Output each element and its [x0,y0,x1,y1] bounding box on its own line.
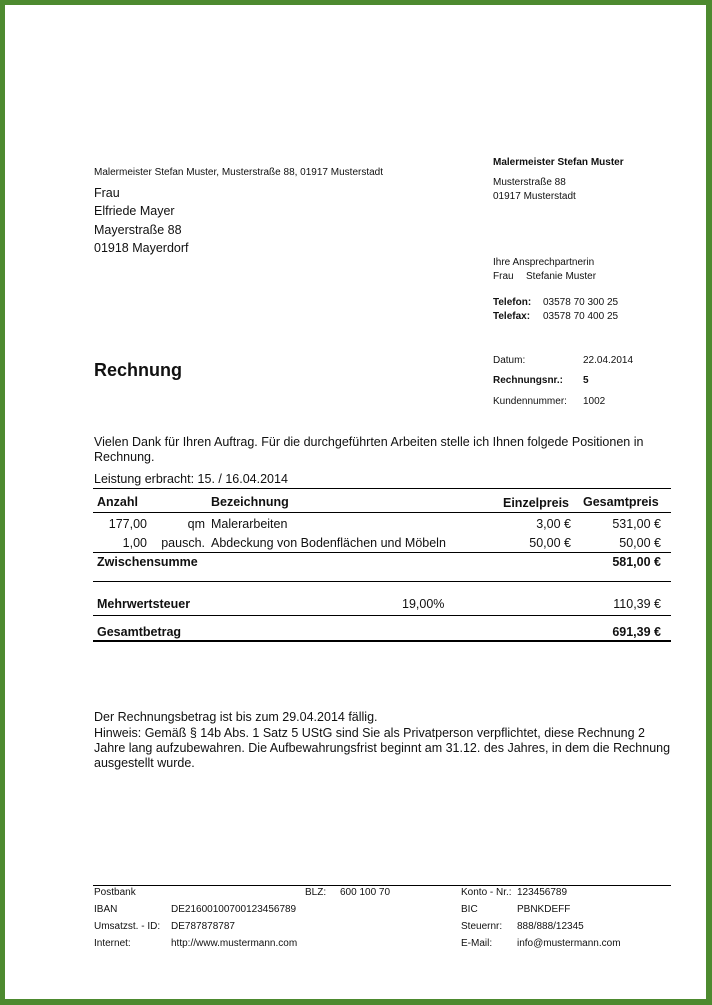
recipient-name: Elfriede Mayer [94,204,175,218]
due-note: Der Rechnungsbetrag ist bis zum 29.04.2014 fällig. [94,710,378,724]
footer-tax-no-label: Steuernr: [461,921,503,932]
row2-total: 50,00 € [619,536,661,550]
footer-web-label: Internet: [94,938,131,949]
date-label: Datum: [493,355,526,366]
total-bottom-rule [93,640,671,642]
footer-bank-name: Postbank [94,887,136,898]
header-qty: Anzahl [97,495,138,509]
footer-iban: DE21600100700123456789 [171,904,297,915]
footer-vat-id: DE787878787 [171,921,235,932]
table-top-rule [93,488,671,489]
footer-vat-id-label: Umsatzst. - ID: [94,921,161,932]
row1-qty: 177,00 [108,517,147,531]
intro-text: Vielen Dank für Ihren Auftrag. Für die durchgeführten Arbeiten stelle ich Ihnen folgede Positionen in Rechnung. [94,435,644,464]
footer-bic: PBNKDEFF [517,904,571,915]
row1-desc: Malerarbeiten [211,517,288,531]
customer-number-label: Kundennummer: [493,396,567,407]
phone-label: Telefon: [493,297,532,308]
total-label: Gesamtbetrag [97,625,182,639]
fax-value: 03578 70 400 25 [543,311,619,322]
footer-tax-no: 888/888/12345 [517,921,584,932]
footer-rule [93,885,671,886]
footer-account: 123456789 [517,887,568,898]
total-top-rule [93,615,671,616]
footer-blz: 600 100 70 [340,887,391,898]
subtotal-rule [93,552,671,553]
sender-return-line: Malermeister Stefan Muster, Musterstraße 88, 01917 Musterstadt [94,167,384,178]
footer-email-label: E-Mail: [461,938,493,949]
row2-qty: 1,00 [122,536,147,550]
invoice-number-value: 5 [583,375,589,386]
row2-unit: pausch. [161,536,205,550]
row1-total: 531,00 € [612,517,661,531]
contact-label: Ihre Ansprechpartnerin [493,257,595,268]
contact-name: Stefanie Muster [526,271,597,282]
service-period: Leistung erbracht: 15. / 16.04.2014 [94,472,288,486]
vat-rate: 19,00% [402,597,445,611]
company-name: Malermeister Stefan Muster [493,157,624,168]
row1-unit: qm [187,517,205,531]
subtotal-bottom-rule [93,581,671,582]
footer-email: info@mustermann.com [517,938,621,949]
company-street: Musterstraße 88 [493,177,566,188]
total-value: 691,39 € [612,625,661,639]
row1-unit-price: 3,00 € [536,517,571,531]
header-unit-price: Einzelpreis [503,496,569,510]
footer-web: http://www.mustermann.com [171,938,298,949]
vat-value: 110,39 € [613,597,661,611]
row2-unit-price: 50,00 € [529,536,571,550]
subtotal-label: Zwischensumme [97,555,198,569]
phone-value: 03578 70 300 25 [543,297,619,308]
fax-label: Telefax: [493,311,531,322]
vat-label: Mehrwertsteuer [97,597,191,611]
invoice-title: Rechnung [94,360,182,380]
recipient-salutation: Frau [94,186,120,200]
recipient-city: 01918 Mayerdorf [94,241,189,255]
header-desc: Bezeichnung [211,495,289,509]
header-total: Gesamtpreis [583,495,659,509]
footer-account-label: Konto - Nr.: [461,887,512,898]
footer-iban-label: IBAN [94,904,118,915]
legal-hint: Hinweis: Gemäß § 14b Abs. 1 Satz 5 UStG sind Sie als Privatperson verpflichtet, diese Rechnung 2 Jahre lang aufzubewahren. Die Aufbewahrungsfrist beginnt am 31.12. des Jahres, in dem die Rechnung ausgestellt wurde. [94,726,671,770]
customer-number-value: 1002 [583,396,606,407]
date-value: 22.04.2014 [583,355,634,366]
contact-salutation: Frau [493,271,514,282]
invoice-page [5,5,706,999]
row2-desc: Abdeckung von Bodenflächen und Möbeln [211,536,446,550]
subtotal-value: 581,00 € [612,555,661,569]
footer-bic-label: BIC [461,904,478,915]
invoice-number-label: Rechnungsnr.: [493,375,564,386]
company-city: 01917 Musterstadt [493,191,576,202]
footer-blz-label: BLZ: [305,887,327,898]
recipient-street: Mayerstraße 88 [94,223,182,237]
table-header-rule [93,512,671,513]
